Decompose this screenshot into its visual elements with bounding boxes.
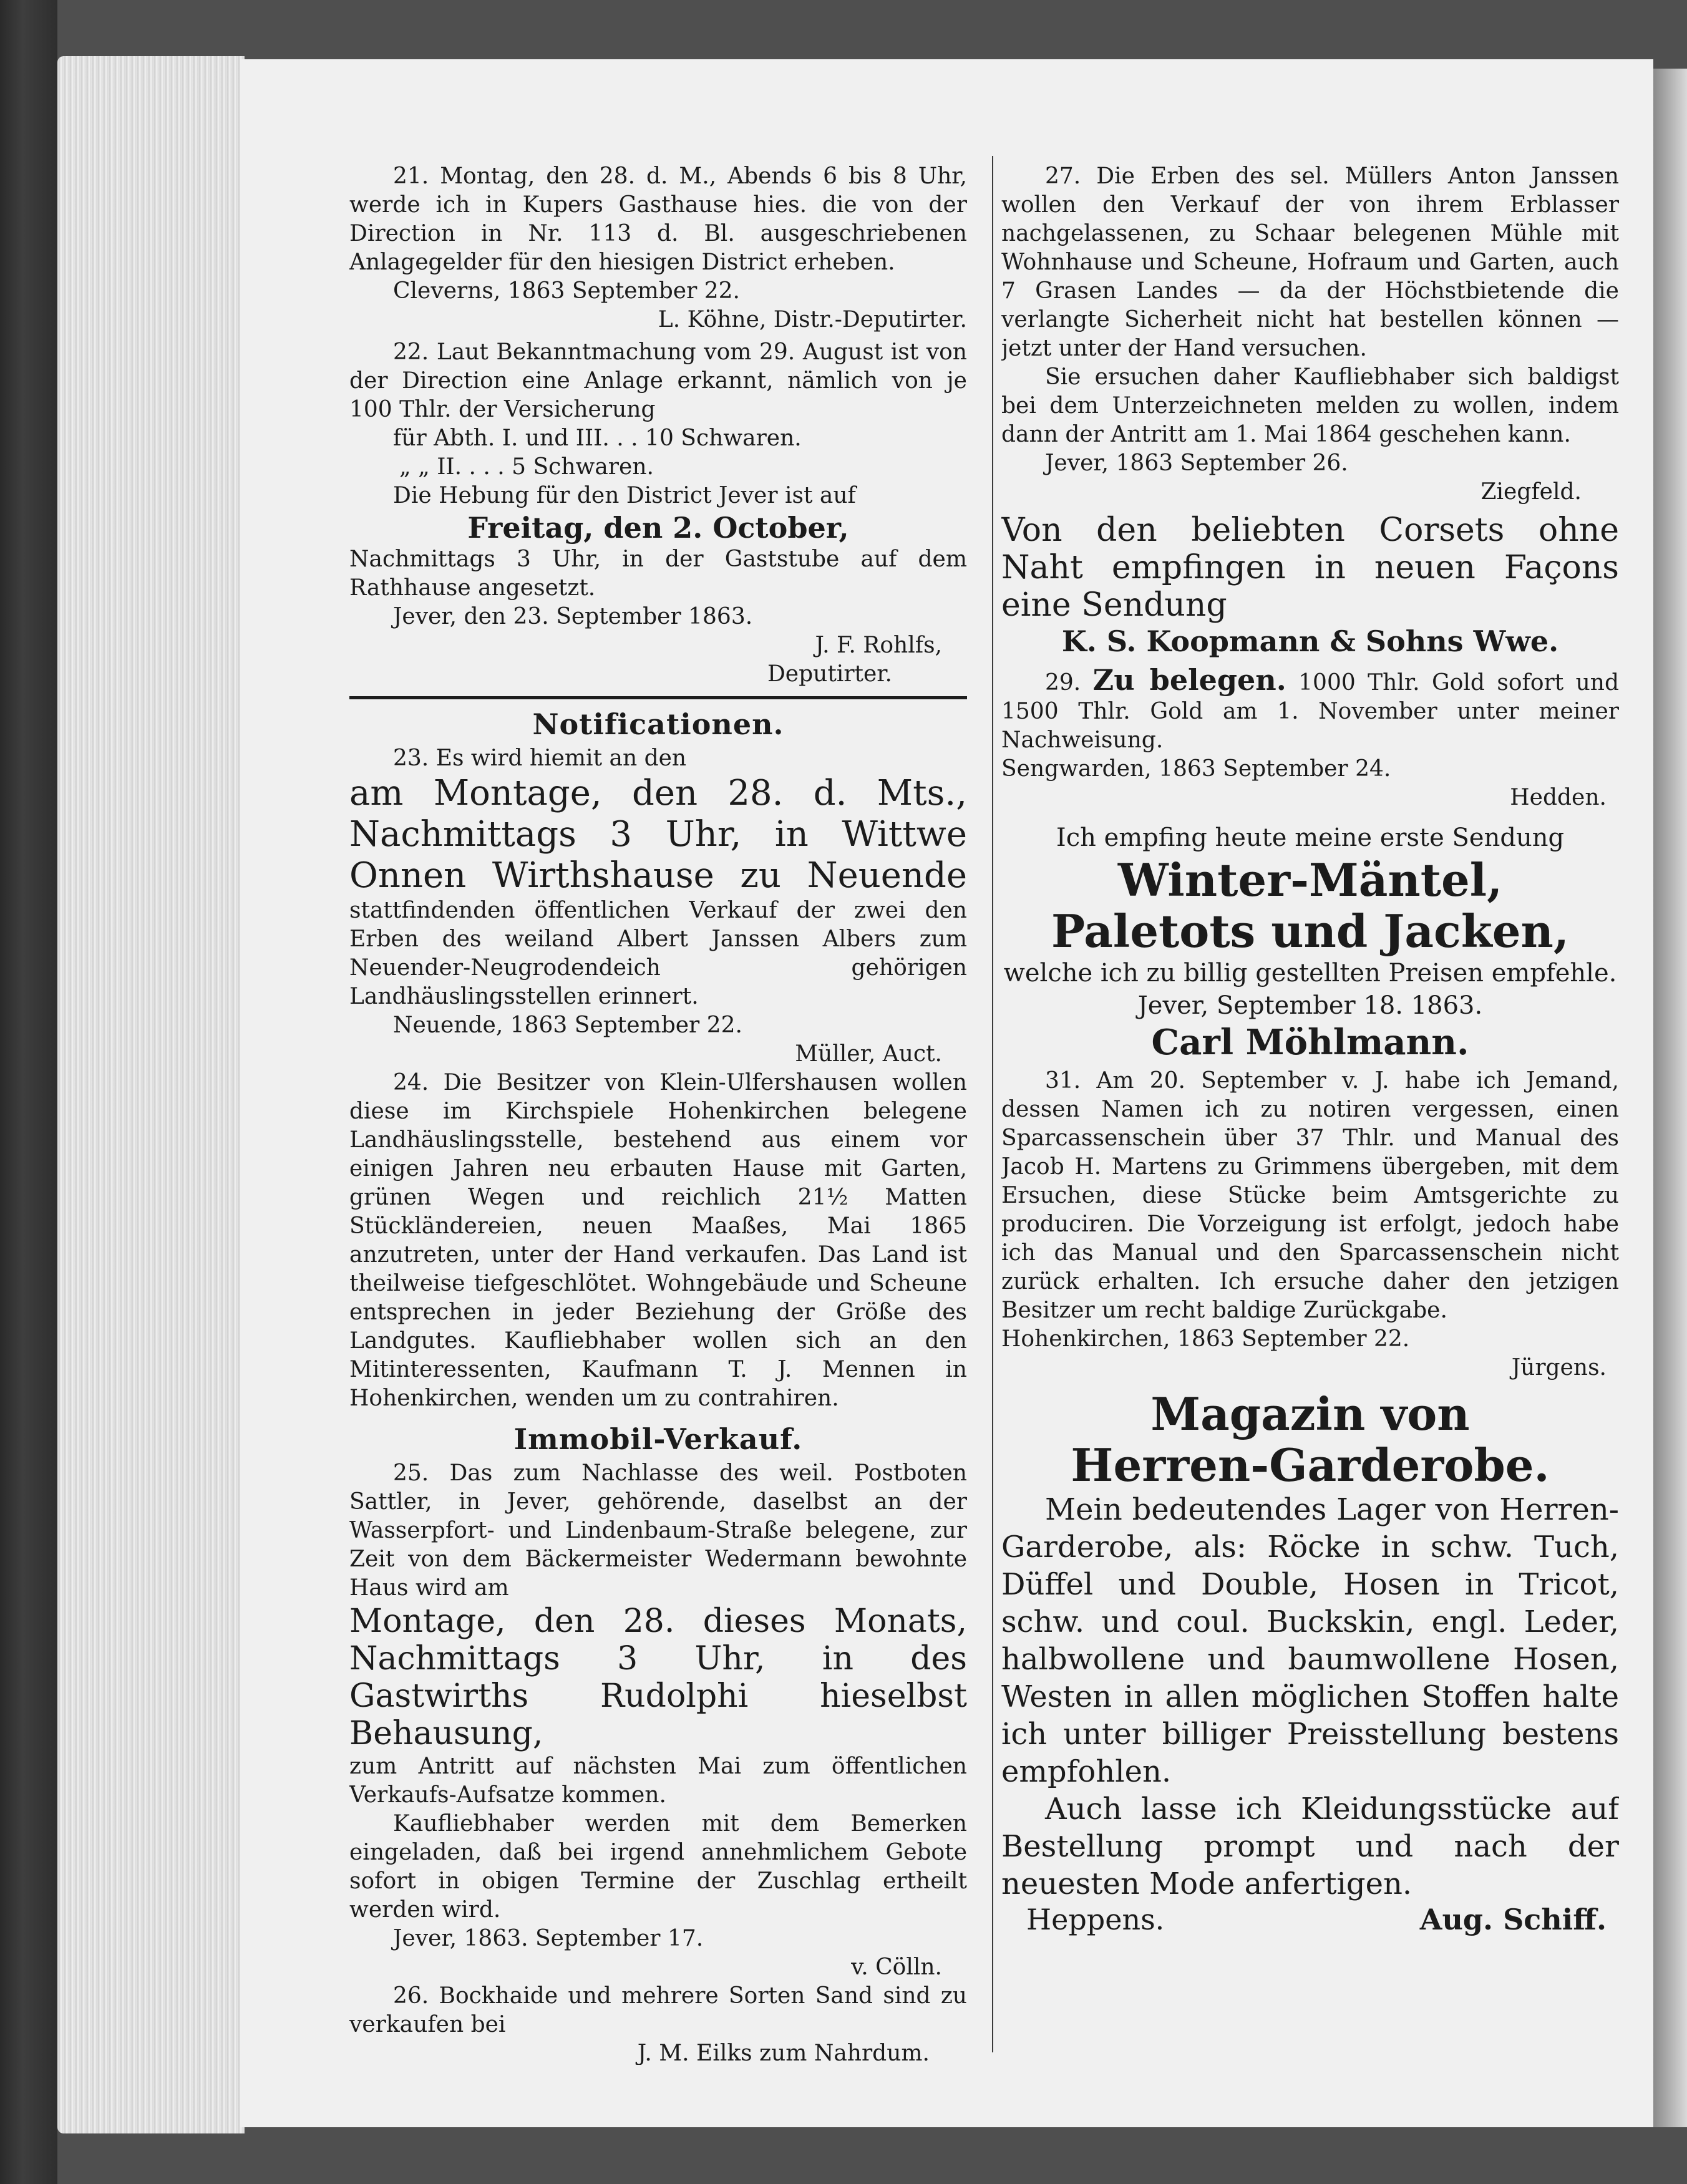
notice-29-heading: Zu belegen. — [1092, 663, 1286, 697]
ad-corsets-line-3: eine Sendung — [1001, 586, 1227, 624]
notice-22-text: 22. Laut Bekanntmachung vom 29. August ist von der Direction eine Anlage erkannt, nämlich von je 100 Thlr. der Versicherung — [349, 339, 967, 422]
section-heading-immobil-verkauf: Immobil-Verkauf. — [513, 1422, 803, 1456]
notice-22-title: Deputirter. — [767, 661, 892, 687]
notice-23-intro: 23. Es wird hiemit an den — [393, 745, 687, 771]
notice-25-headline-2: Nachmittags 3 Uhr, in des Gastwirths Rudolphi hieselbst Behausung, — [349, 1640, 967, 1752]
notice-29-signature: Hedden. — [1510, 785, 1607, 810]
notice-25-text: 25. Das zum Nachlasse des weil. Postboten Sattler, in Jever, gehörende, daselbst an der Wasserpfort- und Lindenbaum-Straße belegene, zur Zeit von dem Bäckermeister Wedermann bewohnte Haus wird am — [349, 1460, 967, 1601]
notice-31-text: 31. Am 20. September v. J. habe ich Jemand, dessen Namen ich zu notiren vergessen, einen Sparcassenschein über 37 Thlr. und Manual des Jacob H. Martens zu Grimmens übergeben, mit dem Ersuchen, diese Stücke beim Amtsgerichte zu produciren. Die Vorzeigung ist erfolgt, jedoch habe ich das Manual und den Sparcassenschein nicht zurück erhalten. Ich ersuche daher den jetzigen Besitzer um recht baldige Zurückgabe. — [1001, 1068, 1619, 1323]
notice-25-signature: v. Cölln. — [851, 1954, 942, 1980]
notice-29-number: 29. — [1045, 670, 1081, 696]
notice-24-text: 24. Die Besitzer von Klein-Ulfershausen wollen diese im Kirchspiele Hohenkirchen belegene Landhäuslingsstelle, bestehend aus einem vor einigen Jahren neu erbauten Hause mit Garten, grünen Wegen und reichlich 21½ Matten Stückländereien, neuen Maaßes, Mai 1865 anzutreten, unter der Hand verkaufen. Das Land ist theilweise tiefgeschlötet. Wohngebäude und Scheune entsprechen in jeder Beziehung der Größe des Landgutes. Kaufliebhaber wollen sich an den Mitinteressenten, Kaufmann T. J. Mennen in Hohenkirchen, wenden um zu contrahiren. — [349, 1070, 967, 1411]
section-heading-notificationen: Notificationen. — [532, 707, 784, 741]
right-column — [1001, 162, 1619, 2065]
notice-25-text-3: Kaufliebhaber werden mit dem Bemerken eingeladen, daß bei irgend annehmlichem Gebote sofort in obigen Termine der Zuschlag ertheilt werden wird. — [349, 1811, 967, 1923]
ad-magazin-place: Heppens. — [1026, 1903, 1165, 1936]
ad-magazin-headline-2: Herren-Garderobe. — [1071, 1439, 1550, 1492]
notice-29-body: 1000 Thlr. Gold sofort und 1500 Thlr. Gold am 1. November unter meiner Nachweisung. — [1001, 670, 1619, 753]
notice-23-headline-2: Nachmittags 3 Uhr, in Wittwe — [349, 814, 967, 855]
notice-27-signature: Ziegfeld. — [1480, 479, 1582, 505]
notice-25-headline-1: Montage, den 28. dieses Monats, — [349, 1603, 967, 1640]
notice-23-signature: Müller, Auct. — [795, 1041, 942, 1067]
notice-31-place: Hohenkirchen, 1863 September 22. — [1001, 1326, 1410, 1352]
notice-22-hebung: Die Hebung für den District Jever ist auf — [393, 483, 856, 508]
notice-25-text-2: zum Antritt auf nächsten Mai zum öffentlichen Verkaufs-Aufsatze kommen. — [349, 1754, 967, 1808]
notice-29-text — [1001, 662, 1619, 755]
ad-winter-firm: Carl Möhlmann. — [1151, 1022, 1469, 1063]
notice-27-place: Jever, 1863 September 26. — [1045, 450, 1348, 476]
ad-magazin-headline-1: Magazin von — [1150, 1387, 1470, 1440]
book-binding — [0, 0, 57, 2184]
notice-21-signature: L. Köhne, Distr.-Deputirter. — [658, 307, 967, 332]
ad-magazin-footer — [1001, 1903, 1619, 1936]
ad-corsets-line-1: Von den beliebten Corsets ohne — [1001, 512, 1619, 549]
notice-26-text: 26. Bockhaide und mehrere Sorten Sand sind zu verkaufen bei — [349, 1983, 967, 2037]
newspaper-page — [240, 59, 1653, 2127]
notice-23-text: stattfindenden öffentlichen Verkauf der zwei den Erben des weiland Albert Janssen Albers zum Neuender-Neugrodendeich gehörigen Landhäuslingsstellen erinnert. — [349, 898, 967, 1009]
notice-22-signature: J. F. Rohlfs, — [815, 633, 942, 658]
notice-21-text: 21. Montag, den 28. d. M., Abends 6 bis 8 Uhr, werde ich in Kupers Gasthause hies. die von der Direction in Nr. 113 d. Bl. ausgeschriebenen Anlagegelder für den hiesigen District erheben. — [349, 163, 967, 275]
notice-31-signature: Jürgens. — [1511, 1355, 1607, 1381]
facing-page-edge — [1653, 69, 1687, 2127]
ad-corsets-line-2: Naht empfingen in neuen Façons — [1001, 549, 1619, 586]
ad-winter-place: Jever, September 18. 1863. — [1137, 991, 1483, 1020]
notice-23-place: Neuende, 1863 September 22. — [393, 1012, 742, 1038]
section-rule — [349, 696, 967, 699]
notice-23-headline-1: am Montage, den 28. d. Mts., — [349, 773, 967, 813]
ad-magazin-signature: Aug. Schiff. — [1419, 1903, 1607, 1936]
notice-21-place: Cleverns, 1863 September 22. — [393, 278, 740, 304]
notice-23-headline-3: Onnen Wirthshause zu Neuende — [349, 855, 967, 896]
notice-22-rate-2: „ „ II. . . . 5 Schwaren. — [399, 454, 654, 480]
ad-winter-headline-1: Winter-Mäntel, — [1117, 853, 1503, 906]
notice-22-time: Nachmittags 3 Uhr, in der Gaststube auf dem Rathhause angesetzt. — [349, 546, 967, 601]
notice-27-text-2: Sie ersuchen daher Kaufliebhaber sich baldigst bei dem Unterzeichneten melden zu wollen, indem dann der Antritt am 1. Mai 1864 geschehen kann. — [1001, 364, 1619, 447]
column-rule — [992, 156, 993, 2052]
left-column — [349, 162, 967, 2065]
ad-corsets-firm: K. S. Koopmann & Sohns Wwe. — [1061, 624, 1559, 658]
notice-29-place: Sengwarden, 1863 September 24. — [1001, 756, 1391, 782]
ad-magazin-text: Mein bedeutendes Lager von Herren-Garderobe, als: Röcke in schw. Tuch, Düffel und Double, Hosen in Tricot, schw. und coul. Buckskin, engl. Leder, halbwollene und baumwollene Hosen, Westen in allen möglichen Stoffen halte ich unter billiger Preisstellung bestens empfohlen. — [1001, 1492, 1619, 1789]
ad-winter-headline-2: Paletots und Jacken, — [1051, 905, 1569, 958]
notice-22-date: Freitag, den 2. October, — [467, 511, 849, 545]
notice-22-place: Jever, den 23. September 1863. — [393, 604, 753, 629]
notice-25-place: Jever, 1863. September 17. — [393, 1926, 704, 1951]
page-edges — [57, 56, 245, 2133]
notice-27-text: 27. Die Erben des sel. Müllers Anton Janssen wollen den Verkauf der von ihrem Erblasser nachgelassenen, zu Schaar belegenen Mühle mit Wohnhause und Scheune, Hofraum und Garten, auch 7 Grasen Landes — da der Höchstbietende die verlangte Sicherheit nicht hat bestellen können — jetzt unter der Hand versuchen. — [1001, 163, 1619, 361]
ad-winter-intro: Ich empfing heute meine erste Sendung — [1056, 823, 1565, 852]
ad-magazin-text-2: Auch lasse ich Kleidungsstücke auf Bestellung prompt und nach der neuesten Mode anfertigen. — [1001, 1792, 1619, 1901]
ad-winter-text: welche ich zu billig gestellten Preisen empfehle. — [1003, 959, 1617, 988]
notice-22-rate-1: für Abth. I. und III. . . 10 Schwaren. — [393, 425, 802, 451]
notice-26-signature: J. M. Eilks zum Nahrdum. — [637, 2041, 930, 2065]
